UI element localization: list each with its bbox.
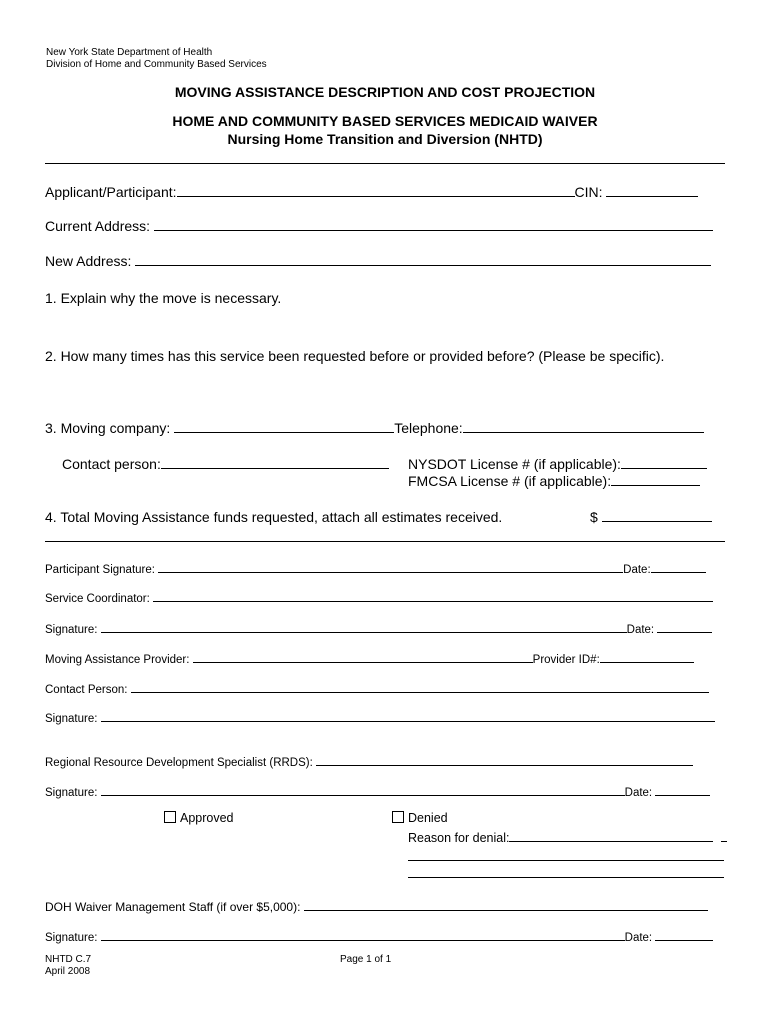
provider-id-label: Provider ID#: <box>532 654 600 666</box>
current-address-field[interactable] <box>154 218 713 231</box>
contact-person-row <box>62 456 389 472</box>
coordinator-signature-label: Signature: <box>45 624 98 636</box>
moving-company-row <box>45 420 704 436</box>
rrds-date-field[interactable] <box>655 783 710 796</box>
cin-field[interactable] <box>606 184 698 197</box>
dollar-sign: $ <box>590 509 598 525</box>
current-address-label: Current Address: <box>45 218 151 234</box>
participant-signature-label: Participant Signature: <box>45 564 155 576</box>
form-subtitle-nhtd: Nursing Home Transition and Diversion (NHTD) <box>227 131 543 147</box>
new-address-row <box>45 253 711 269</box>
rrds-row <box>45 753 693 769</box>
provider-contact-field[interactable] <box>131 680 709 693</box>
participant-signature-row <box>45 560 706 576</box>
fmcsa-field[interactable] <box>611 473 700 486</box>
moving-provider-label: Moving Assistance Provider: <box>45 654 190 666</box>
coordinator-signature-row <box>45 620 712 636</box>
section-divider <box>45 541 725 542</box>
nysdot-field[interactable] <box>621 456 707 469</box>
denied-option[interactable] <box>392 811 448 825</box>
denial-reason-tail-3 <box>718 877 724 878</box>
denial-reason-label: Reason for denial: <box>408 831 510 845</box>
rrds-signature-row <box>45 783 710 799</box>
denial-reason-field[interactable] <box>509 829 713 842</box>
page-number: Page 1 of 1 <box>340 954 392 965</box>
header-divider <box>45 163 725 164</box>
participant-signature-field[interactable] <box>158 560 623 573</box>
contact-person-field[interactable] <box>161 456 389 469</box>
denial-reason-line-3[interactable] <box>408 877 718 878</box>
moving-provider-row <box>45 650 694 666</box>
current-address-row <box>45 218 713 234</box>
approved-label: Approved <box>180 811 234 825</box>
doh-staff-row <box>45 898 708 914</box>
telephone-label: Telephone: <box>394 420 463 436</box>
rrds-signature-field[interactable] <box>101 783 625 796</box>
applicant-label: Applicant/Participant: <box>45 184 177 200</box>
form-subtitle-waiver: HOME AND COMMUNITY BASED SERVICES MEDICAID WAIVER <box>172 113 598 129</box>
doh-date-label: Date: <box>624 932 653 944</box>
doh-staff-label: DOH Waiver Management Staff (if over $5,000): <box>45 900 301 914</box>
rrds-date-label: Date: <box>624 787 653 799</box>
rrds-field[interactable] <box>316 753 693 766</box>
denial-reason-row <box>408 829 727 845</box>
fmcsa-label: FMCSA License # (if applicable): <box>408 473 612 489</box>
new-address-label: New Address: <box>45 253 132 269</box>
doh-staff-field[interactable] <box>304 898 708 911</box>
doh-signature-row <box>45 928 713 944</box>
total-funds-row <box>590 509 712 525</box>
question-1: 1. Explain why the move is necessary. <box>45 290 282 306</box>
coordinator-date-field[interactable] <box>657 620 712 633</box>
question-2: 2. How many times has this service been requested before or provided before? (Please be specific). <box>45 348 665 364</box>
coordinator-date-label: Date: <box>626 624 655 636</box>
rrds-label: Regional Resource Development Specialist (RRDS): <box>45 757 313 769</box>
total-funds-field[interactable] <box>602 509 712 522</box>
doh-signature-label: Signature: <box>45 932 98 944</box>
denial-reason-line-2[interactable] <box>408 860 718 861</box>
denied-label: Denied <box>408 811 448 825</box>
service-coordinator-row <box>45 589 713 605</box>
moving-company-field[interactable] <box>174 420 394 433</box>
doh-date-field[interactable] <box>655 928 713 941</box>
form-id: NHTD C.7 <box>45 954 92 965</box>
nysdot-row <box>408 456 707 472</box>
division-name: Division of Home and Community Based Services <box>46 59 267 70</box>
contact-person-label: Contact person: <box>62 456 161 472</box>
provider-contact-row <box>45 680 709 696</box>
doh-signature-field[interactable] <box>101 928 625 941</box>
form-date: April 2008 <box>45 966 91 977</box>
provider-contact-label: Contact Person: <box>45 684 128 696</box>
denial-reason-tail-2 <box>718 860 724 861</box>
service-coordinator-label: Service Coordinator: <box>45 593 150 605</box>
moving-company-label: 3. Moving company: <box>45 420 171 436</box>
cin-label: CIN: <box>574 184 603 200</box>
form-title: MOVING ASSISTANCE DESCRIPTION AND COST PROJECTION <box>174 84 596 100</box>
participant-date-label: Date: <box>623 564 651 576</box>
provider-signature-row <box>45 709 715 725</box>
question-4: 4. Total Moving Assistance funds requested, attach all estimates received. <box>45 509 503 525</box>
approved-option[interactable] <box>164 811 234 825</box>
telephone-field[interactable] <box>463 420 704 433</box>
denial-reason-tail <box>721 829 727 842</box>
fmcsa-row <box>408 473 700 489</box>
nysdot-label: NYSDOT License # (if applicable): <box>408 456 621 472</box>
new-address-field[interactable] <box>135 253 711 266</box>
provider-id-field[interactable] <box>600 650 694 663</box>
approved-checkbox[interactable] <box>164 811 176 823</box>
moving-provider-field[interactable] <box>193 650 533 663</box>
agency-name: New York State Department of Health <box>46 47 213 58</box>
rrds-signature-label: Signature: <box>45 787 98 799</box>
coordinator-signature-field[interactable] <box>101 620 627 633</box>
participant-date-field[interactable] <box>651 560 706 573</box>
provider-signature-field[interactable] <box>101 709 715 722</box>
denied-checkbox[interactable] <box>392 811 404 823</box>
applicant-field[interactable] <box>177 184 575 197</box>
applicant-row <box>45 184 698 200</box>
provider-signature-label: Signature: <box>45 713 98 725</box>
service-coordinator-field[interactable] <box>153 589 713 602</box>
